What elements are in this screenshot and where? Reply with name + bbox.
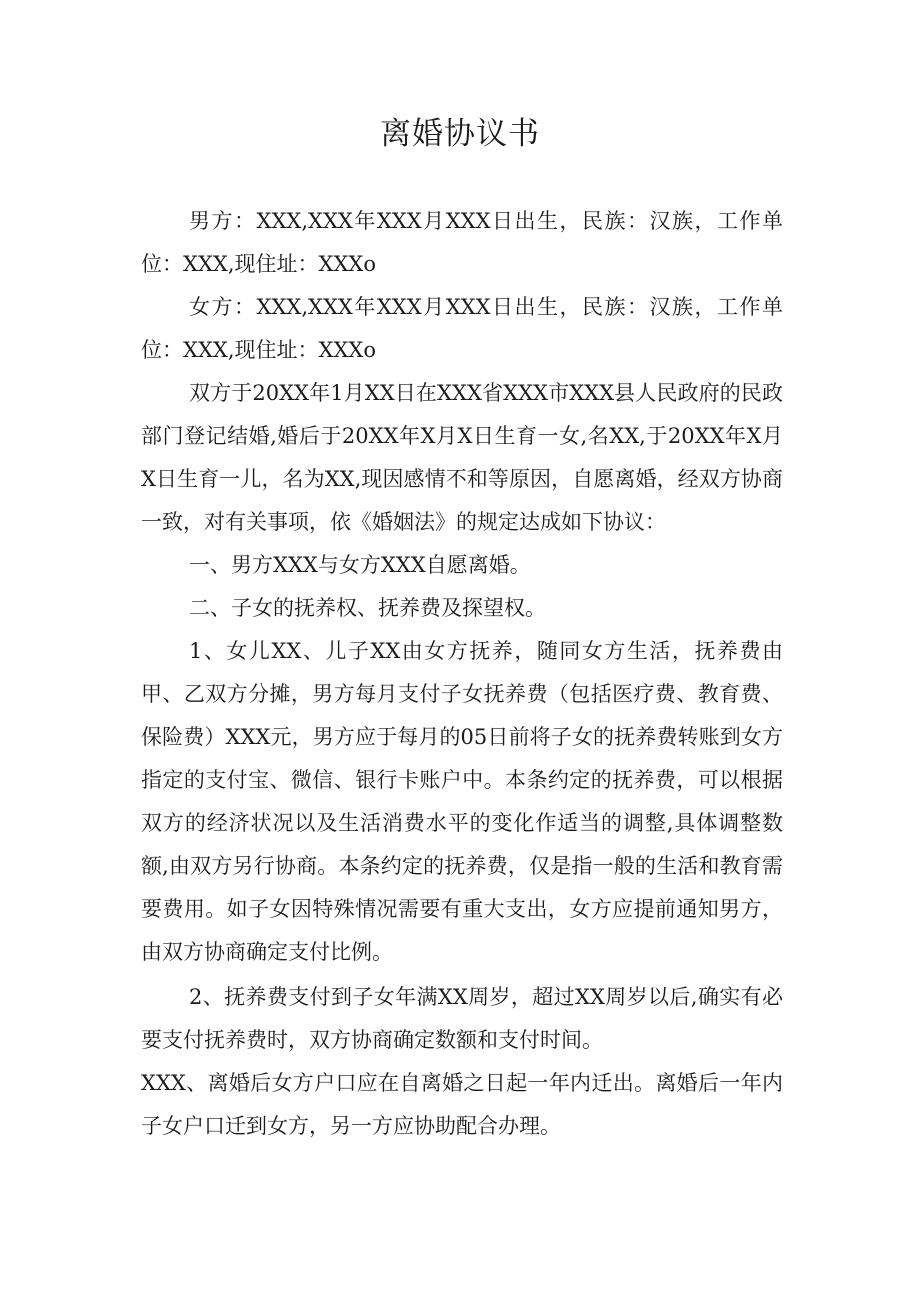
clause-2-1-child-support: 1、女儿XX、儿子XX由女方抚养，随同女方生活，抚养费由甲、乙双方分摊，男方每月支付子女抚养费（包括医疗费、教育费、保险费）XXX元，男方应于每月的05日前将子女的抚养费转账到女方指定的支付宝、微信、银行卡账户中。本条约定的抚养费，可以根据双方的经济状况以及生活消费水平的变化作适当的调整,具体调整数额,由双方另行协商。本条约定的抚养费，仅是指一般的生活和教育需要费用。如子女因特殊情况需要有重大支出，女方应提前通知男方，由双方协商确定支付比例。 — [141, 639, 783, 964]
document-title: 离婚协议书 — [380, 116, 540, 152]
paragraph-marriage-background: 双方于20XX年1月XX日在XXX省XXX市XXX县人民政府的民政部门登记结婚,婚后于20XX年X月X日生育一女,名XX,于20XX年X月X日生育一儿，名为XX,现因感情不和等原因，自愿离婚，经双方协商一致，对有关事项，依《婚姻法》的规定达成如下协议： — [141, 381, 783, 534]
clause-2-heading-custody: 二、子女的抚养权、抚养费及探望权。 — [189, 596, 546, 620]
paragraph-female-party: 女方：XXX,XXX年XXX月XXX日出生，民族：汉族，工作单位：XXX,现住址：XXXo — [141, 295, 783, 362]
document-body — [141, 200, 783, 1148]
clause-2-2-support-duration: 2、抚养费支付到子女年满XX周岁，超过XX周岁以后,确实有必要支付抚养费时，双方协商确定数额和支付时间。 — [141, 985, 783, 1052]
clause-1-divorce: 一、男方XXX与女方XXX自愿离婚。 — [189, 553, 531, 577]
paragraph-male-party: 男方：XXX,XXX年XXX月XXX日出生，民族：汉族，工作单位：XXX,现住址：XXXo — [141, 209, 783, 276]
clause-household-registration: XXX、离婚后女方户口应在自离婚之日起一年内迁出。离婚后一年内子女户口迁到女方，另一方应协助配合办理。 — [141, 1071, 783, 1138]
